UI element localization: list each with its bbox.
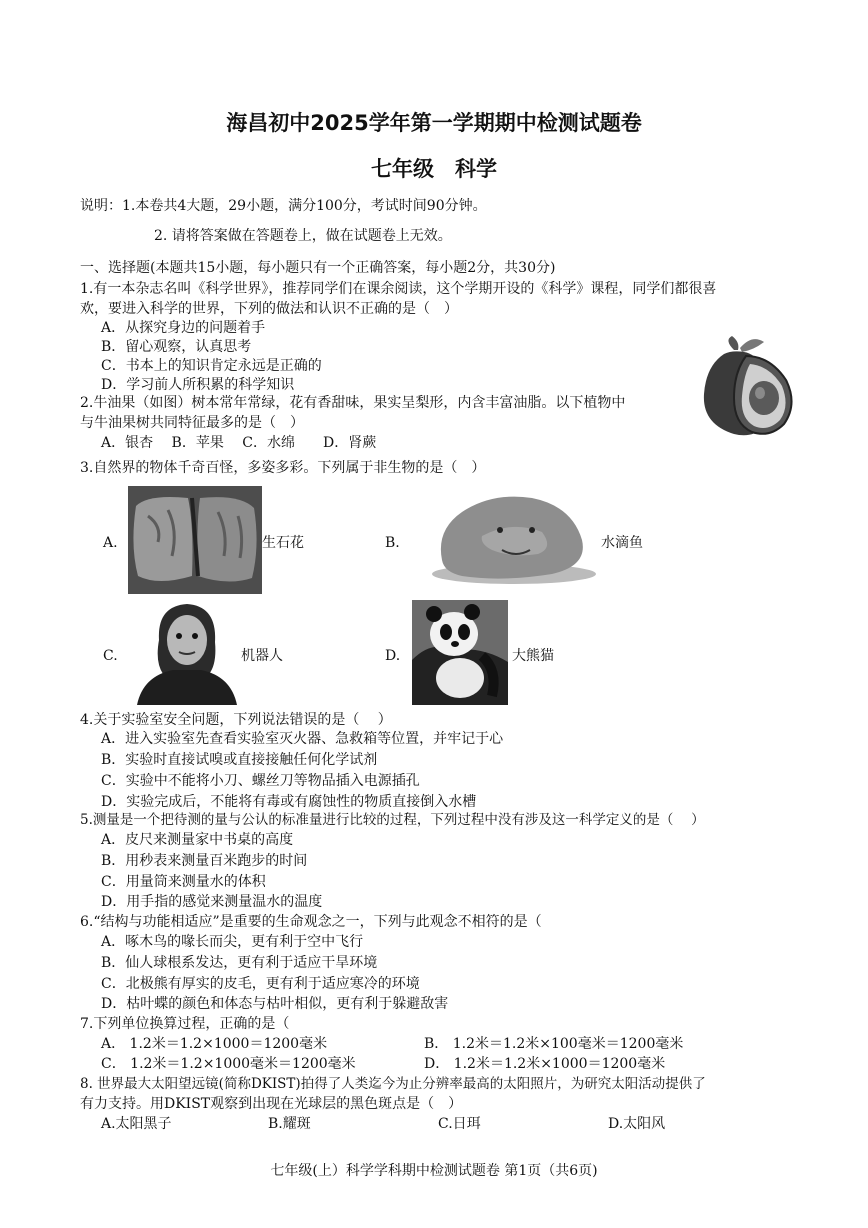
q3-option-b-label: 水滴鱼: [601, 535, 643, 551]
page-footer: 七年级(上）科学学科期中检测试题卷 第1页（共6页): [270, 1163, 598, 1179]
note-line-1: 说明：1.本卷共4大题，29小题，满分100分，考试时间90分钟。: [80, 198, 487, 214]
avocado-image: [694, 332, 802, 440]
lithops-image: [128, 486, 262, 594]
q4-option-a: A．进入实验室先查看实验室灭火器、急救箱等位置，并牢记于心: [101, 731, 504, 747]
q3-option-a-letter: A.: [103, 535, 118, 551]
q6-option-a: A．啄木鸟的喙长而尖，更有利于空中飞行: [101, 934, 364, 950]
section-heading: 一、选择题(本题共15小题，每小题只有一个正确答案，每小题2分，共30分): [80, 260, 556, 276]
q5-option-c: C．用量筒来测量水的体积: [101, 874, 266, 890]
q5-option-d: D．用手指的感觉来测量温水的温度: [101, 894, 323, 910]
q1-option-d: D．学习前人所积累的科学知识: [101, 377, 295, 393]
q3-option-d-letter: D.: [385, 648, 401, 664]
blobfish-image: [422, 490, 600, 586]
q1-stem-line1: 1.有一本杂志名叫《科学世界》，推荐同学们在课余阅读，这个学期开设的《科学》课程，同学们都很喜: [80, 281, 717, 297]
q3-option-d-label: 大熊猫: [512, 648, 554, 664]
exam-title: 海昌初中2025学年第一学期期中检测试题卷: [226, 111, 642, 135]
q3-option-c-letter: C.: [103, 648, 118, 664]
q7-option-c: C． 1.2米＝1.2×1000毫米＝1200毫米: [101, 1056, 356, 1072]
q7-option-b: B． 1.2米＝1.2米×100毫米＝1200毫米: [424, 1036, 684, 1052]
q3-stem: 3.自然界的物体千奇百怪，多姿多彩。下列属于非生物的是（ ）: [80, 460, 486, 476]
robot-image: [133, 600, 239, 705]
q8-stem-line2: 有力支持。用DKIST观察到出现在光球层的黑色斑点是（ ）: [80, 1096, 463, 1112]
q6-option-b: B．仙人球根系发达，更有利于适应干旱环境: [101, 955, 378, 971]
q7-stem: 7.下列单位换算过程，正确的是（: [80, 1016, 290, 1032]
q5-option-a: A．皮尺来测量家中书桌的高度: [101, 832, 294, 848]
q1-option-a: A．从探究身边的问题着手: [101, 320, 266, 336]
q6-option-c: C．北极熊有厚实的皮毛，更有利于适应寒冷的环境: [101, 976, 420, 992]
q3-option-c-label: 机器人: [241, 648, 283, 664]
q7-option-a: A． 1.2米＝1.2×1000＝1200毫米: [101, 1036, 328, 1052]
panda-image: [412, 600, 508, 705]
q6-stem: 6.“结构与功能相适应”是重要的生命观念之一，下列与此观念不相符的是（: [80, 914, 542, 930]
q8-option-b: B.耀斑: [268, 1116, 311, 1132]
q7-option-d: D． 1.2米＝1.2米×1000＝1200毫米: [424, 1056, 666, 1072]
q6-option-d: D．枯叶蝶的颜色和体态与枯叶相似，更有利于躲避敌害: [101, 996, 449, 1012]
q8-option-d: D.太阳风: [608, 1116, 666, 1132]
q1-stem-line2: 欢，要进入科学的世界，下列的做法和认识不正确的是（ ）: [80, 301, 458, 317]
q5-stem: 5.测量是一个把待测的量与公认的标准量进行比较的过程，下列过程中没有涉及这一科学定义的是（ ）: [80, 812, 705, 828]
q4-option-d: D．实验完成后，不能将有毒或有腐蚀性的物质直接倒入水槽: [101, 794, 477, 810]
q3-option-a-label: 生石花: [262, 535, 304, 551]
q4-option-c: C．实验中不能将小刀、螺丝刀等物品插入电源插孔: [101, 773, 420, 789]
q5-option-b: B．用秒表来测量百米跑步的时间: [101, 853, 308, 869]
note-line-2: 2. 请将答案做在答题卷上，做在试题卷上无效。: [154, 228, 452, 244]
exam-subtitle: 七年级 科学: [371, 157, 497, 181]
q1-option-c: C．书本上的知识肯定永远是正确的: [101, 358, 322, 374]
q8-option-c: C.日珥: [438, 1116, 481, 1132]
q2-stem-line1: 2.牛油果（如图）树本常年常绿，花有香甜味，果实呈梨形，内含丰富油脂。以下植物中: [80, 395, 626, 411]
q1-option-b: B．留心观察，认真思考: [101, 339, 252, 355]
q2-stem-line2: 与牛油果树共同特征最多的是（ ）: [80, 415, 304, 431]
q4-option-b: B．实验时直接试嗅或直接接触任何化学试剂: [101, 752, 378, 768]
q8-stem-line1: 8. 世界最大太阳望远镜(简称DKIST)拍得了人类迄今为止分辨率最高的太阳照片，为研究太阳活动提供了: [80, 1076, 706, 1092]
q4-stem: 4.关于实验室安全问题，下列说法错误的是（ ）: [80, 712, 392, 728]
q3-option-b-letter: B.: [385, 535, 400, 551]
q2-options: A．银杏 B．苹果 C．水绵 D．肾蕨: [101, 435, 377, 451]
q8-option-a: A.太阳黑子: [101, 1116, 172, 1132]
